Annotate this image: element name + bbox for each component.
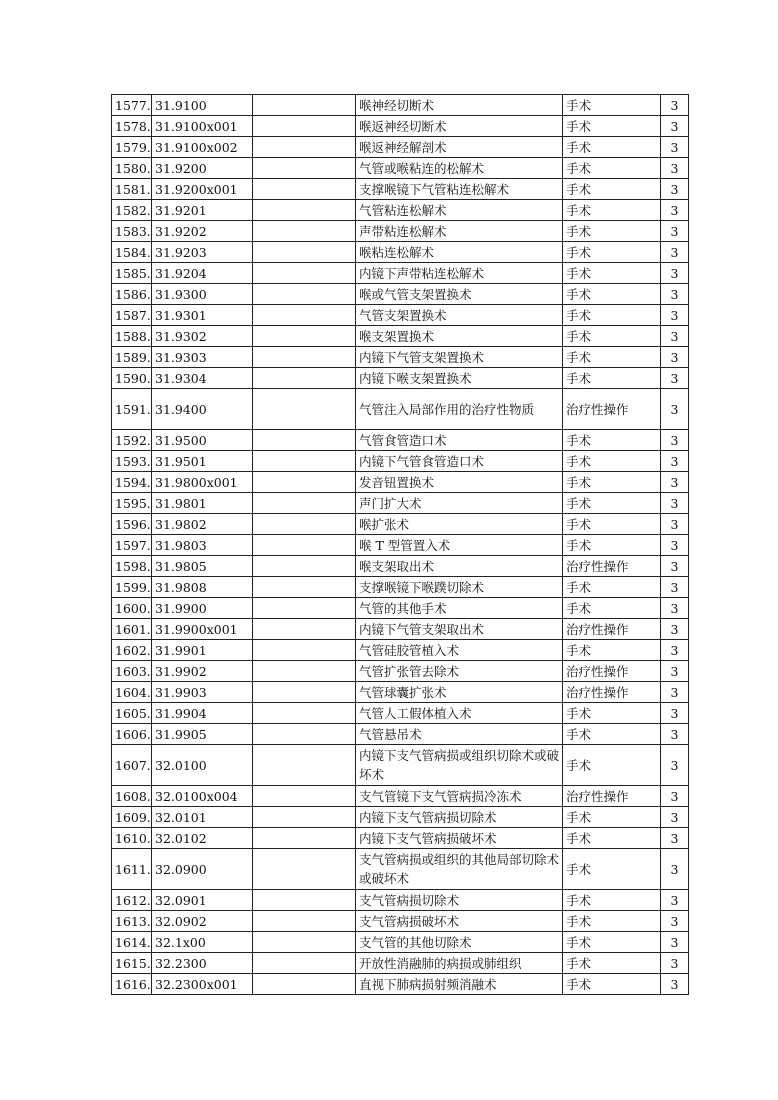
table-row	[112, 807, 689, 828]
table-row	[112, 849, 689, 890]
procedure-level: 3	[661, 849, 689, 890]
procedure-level: 3	[661, 890, 689, 911]
procedure-name: 喉扩张术	[356, 514, 563, 535]
procedure-name: 喉粘连松解术	[356, 242, 563, 263]
procedure-name: 支气管病损切除术	[356, 890, 563, 911]
procedure-code: 31.9201	[152, 200, 253, 221]
row-number: 1601.	[112, 619, 152, 640]
row-number: 1602.	[112, 640, 152, 661]
procedure-code: 32.2300	[152, 953, 253, 974]
procedure-type: 手术	[563, 451, 661, 472]
procedure-name: 内镜下气管食管造口术	[356, 451, 563, 472]
table-row	[112, 577, 689, 598]
procedure-level: 3	[661, 911, 689, 932]
procedure-name: 气管硅胶管植入术	[356, 640, 563, 661]
procedure-type: 手术	[563, 703, 661, 724]
procedure-type: 手术	[563, 724, 661, 745]
procedure-name: 气管球囊扩张术	[356, 682, 563, 703]
procedure-code: 32.0101	[152, 807, 253, 828]
procedure-type: 手术	[563, 514, 661, 535]
blank-cell	[253, 682, 356, 703]
procedure-type: 手术	[563, 200, 661, 221]
procedure-type: 手术	[563, 221, 661, 242]
table-row	[112, 786, 689, 807]
table-row	[112, 263, 689, 284]
table-row	[112, 430, 689, 451]
procedure-type: 治疗性操作	[563, 682, 661, 703]
procedure-name: 喉支架取出术	[356, 556, 563, 577]
blank-cell	[253, 556, 356, 577]
procedure-type: 手术	[563, 347, 661, 368]
row-number: 1589.	[112, 347, 152, 368]
row-number: 1596.	[112, 514, 152, 535]
procedure-code: 31.9805	[152, 556, 253, 577]
row-number: 1583.	[112, 221, 152, 242]
procedure-type: 手术	[563, 974, 661, 995]
procedure-code: 32.0900	[152, 849, 253, 890]
procedure-name: 气管的其他手术	[356, 598, 563, 619]
blank-cell	[253, 263, 356, 284]
procedure-level: 3	[661, 828, 689, 849]
procedure-level: 3	[661, 619, 689, 640]
procedure-name: 声门扩大术	[356, 493, 563, 514]
procedure-code: 32.0100x004	[152, 786, 253, 807]
blank-cell	[253, 661, 356, 682]
procedure-code: 31.9100	[152, 95, 253, 116]
blank-cell	[253, 179, 356, 200]
procedure-code: 31.9304	[152, 368, 253, 389]
procedure-level: 3	[661, 703, 689, 724]
row-number: 1612.	[112, 890, 152, 911]
procedure-code: 31.9903	[152, 682, 253, 703]
blank-cell	[253, 974, 356, 995]
blank-cell	[253, 786, 356, 807]
procedure-type: 手术	[563, 745, 661, 786]
row-number: 1585.	[112, 263, 152, 284]
row-number: 1594.	[112, 472, 152, 493]
blank-cell	[253, 116, 356, 137]
table-row	[112, 200, 689, 221]
procedure-code: 32.0902	[152, 911, 253, 932]
procedure-code: 31.9900	[152, 598, 253, 619]
procedure-code: 31.9902	[152, 661, 253, 682]
row-number: 1613.	[112, 911, 152, 932]
table-row	[112, 598, 689, 619]
procedure-level: 3	[661, 221, 689, 242]
row-number: 1605.	[112, 703, 152, 724]
procedure-level: 3	[661, 932, 689, 953]
procedure-code: 31.9800x001	[152, 472, 253, 493]
procedure-type: 手术	[563, 598, 661, 619]
table-row	[112, 493, 689, 514]
procedure-level: 3	[661, 389, 689, 430]
blank-cell	[253, 200, 356, 221]
blank-cell	[253, 953, 356, 974]
table-row	[112, 703, 689, 724]
procedure-code: 31.9303	[152, 347, 253, 368]
table-row	[112, 682, 689, 703]
table-row	[112, 514, 689, 535]
row-number: 1577.	[112, 95, 152, 116]
row-number: 1600.	[112, 598, 152, 619]
procedure-type: 手术	[563, 493, 661, 514]
procedure-code: 31.9803	[152, 535, 253, 556]
procedure-name: 内镜下气管支架取出术	[356, 619, 563, 640]
blank-cell	[253, 451, 356, 472]
procedure-code: 32.2300x001	[152, 974, 253, 995]
row-number: 1604.	[112, 682, 152, 703]
procedure-level: 3	[661, 305, 689, 326]
blank-cell	[253, 577, 356, 598]
procedure-type: 手术	[563, 137, 661, 158]
blank-cell	[253, 514, 356, 535]
procedure-type: 治疗性操作	[563, 619, 661, 640]
procedure-type: 治疗性操作	[563, 389, 661, 430]
table-row	[112, 828, 689, 849]
procedure-level: 3	[661, 598, 689, 619]
procedure-name: 支气管病损破坏术	[356, 911, 563, 932]
procedure-type: 手术	[563, 911, 661, 932]
blank-cell	[253, 849, 356, 890]
blank-cell	[253, 305, 356, 326]
row-number: 1587.	[112, 305, 152, 326]
procedure-name: 支撑喉镜下喉蹼切除术	[356, 577, 563, 598]
procedure-name: 气管注入局部作用的治疗性物质	[356, 389, 563, 430]
procedure-type: 手术	[563, 953, 661, 974]
procedure-type: 手术	[563, 890, 661, 911]
blank-cell	[253, 472, 356, 493]
procedure-level: 3	[661, 200, 689, 221]
procedure-code: 32.0102	[152, 828, 253, 849]
procedure-name: 气管悬吊术	[356, 724, 563, 745]
procedure-type: 手术	[563, 849, 661, 890]
table-row	[112, 745, 689, 786]
row-number: 1611.	[112, 849, 152, 890]
blank-cell	[253, 284, 356, 305]
row-number: 1608.	[112, 786, 152, 807]
procedure-code: 32.1x00	[152, 932, 253, 953]
procedure-name: 声带粘连松解术	[356, 221, 563, 242]
procedure-level: 3	[661, 974, 689, 995]
table-row	[112, 116, 689, 137]
table-row	[112, 890, 689, 911]
row-number: 1590.	[112, 368, 152, 389]
procedure-code: 31.9400	[152, 389, 253, 430]
row-number: 1580.	[112, 158, 152, 179]
row-number: 1616.	[112, 974, 152, 995]
procedure-code: 32.0901	[152, 890, 253, 911]
blank-cell	[253, 890, 356, 911]
procedure-name: 内镜下支气管病损切除术	[356, 807, 563, 828]
table-row	[112, 305, 689, 326]
procedure-type: 手术	[563, 430, 661, 451]
procedure-name: 内镜下气管支架置换术	[356, 347, 563, 368]
procedure-code: 31.9802	[152, 514, 253, 535]
procedure-type: 手术	[563, 263, 661, 284]
blank-cell	[253, 703, 356, 724]
procedure-name: 喉返神经切断术	[356, 116, 563, 137]
procedure-level: 3	[661, 368, 689, 389]
procedure-name: 气管粘连松解术	[356, 200, 563, 221]
procedure-level: 3	[661, 451, 689, 472]
row-number: 1578.	[112, 116, 152, 137]
procedure-name: 支气管镜下支气管病损冷冻术	[356, 786, 563, 807]
procedure-type: 手术	[563, 577, 661, 598]
procedure-code: 31.9100x001	[152, 116, 253, 137]
procedure-table	[111, 94, 689, 995]
procedure-type: 手术	[563, 179, 661, 200]
table-row	[112, 326, 689, 347]
procedure-table-body	[112, 95, 689, 995]
procedure-level: 3	[661, 430, 689, 451]
procedure-name: 内镜下声带粘连松解术	[356, 263, 563, 284]
table-row	[112, 661, 689, 682]
procedure-type: 手术	[563, 284, 661, 305]
procedure-level: 3	[661, 95, 689, 116]
table-row	[112, 242, 689, 263]
procedure-name: 喉 T 型管置入术	[356, 535, 563, 556]
table-row	[112, 137, 689, 158]
procedure-code: 31.9900x001	[152, 619, 253, 640]
blank-cell	[253, 158, 356, 179]
row-number: 1610.	[112, 828, 152, 849]
procedure-type: 手术	[563, 95, 661, 116]
blank-cell	[253, 493, 356, 514]
procedure-name: 喉或气管支架置换术	[356, 284, 563, 305]
blank-cell	[253, 911, 356, 932]
procedure-level: 3	[661, 953, 689, 974]
procedure-type: 手术	[563, 472, 661, 493]
procedure-level: 3	[661, 493, 689, 514]
procedure-code: 31.9302	[152, 326, 253, 347]
table-row	[112, 389, 689, 430]
row-number: 1606.	[112, 724, 152, 745]
table-row	[112, 347, 689, 368]
procedure-level: 3	[661, 556, 689, 577]
procedure-name: 直视下肺病损射频消融术	[356, 974, 563, 995]
procedure-type: 治疗性操作	[563, 661, 661, 682]
row-number: 1614.	[112, 932, 152, 953]
row-number: 1584.	[112, 242, 152, 263]
procedure-name: 喉神经切断术	[356, 95, 563, 116]
row-number: 1603.	[112, 661, 152, 682]
blank-cell	[253, 430, 356, 451]
procedure-code: 32.0100	[152, 745, 253, 786]
row-number: 1599.	[112, 577, 152, 598]
table-row	[112, 640, 689, 661]
procedure-type: 手术	[563, 305, 661, 326]
procedure-name: 气管或喉粘连的松解术	[356, 158, 563, 179]
procedure-type: 手术	[563, 242, 661, 263]
procedure-level: 3	[661, 682, 689, 703]
procedure-type: 手术	[563, 326, 661, 347]
table-row	[112, 953, 689, 974]
procedure-type: 手术	[563, 116, 661, 137]
procedure-level: 3	[661, 577, 689, 598]
procedure-level: 3	[661, 179, 689, 200]
procedure-code: 31.9901	[152, 640, 253, 661]
row-number: 1579.	[112, 137, 152, 158]
procedure-name: 支撑喉镜下气管粘连松解术	[356, 179, 563, 200]
blank-cell	[253, 221, 356, 242]
procedure-level: 3	[661, 242, 689, 263]
procedure-level: 3	[661, 284, 689, 305]
procedure-name: 内镜下支气管病损或组织切除术或破坏术	[356, 745, 563, 786]
blank-cell	[253, 535, 356, 556]
procedure-code: 31.9203	[152, 242, 253, 263]
blank-cell	[253, 326, 356, 347]
procedure-name: 气管支架置换术	[356, 305, 563, 326]
procedure-level: 3	[661, 807, 689, 828]
procedure-level: 3	[661, 263, 689, 284]
procedure-code: 31.9300	[152, 284, 253, 305]
row-number: 1615.	[112, 953, 152, 974]
row-number: 1609.	[112, 807, 152, 828]
procedure-code: 31.9204	[152, 263, 253, 284]
table-row	[112, 472, 689, 493]
table-row	[112, 974, 689, 995]
row-number: 1597.	[112, 535, 152, 556]
table-row	[112, 179, 689, 200]
table-row	[112, 619, 689, 640]
procedure-type: 手术	[563, 368, 661, 389]
table-row	[112, 556, 689, 577]
procedure-code: 31.9200	[152, 158, 253, 179]
blank-cell	[253, 242, 356, 263]
procedure-name: 支气管病损或组织的其他局部切除术或破坏术	[356, 849, 563, 890]
table-row	[112, 932, 689, 953]
blank-cell	[253, 389, 356, 430]
row-number: 1607.	[112, 745, 152, 786]
procedure-name: 喉支架置换术	[356, 326, 563, 347]
procedure-level: 3	[661, 724, 689, 745]
procedure-level: 3	[661, 158, 689, 179]
table-row	[112, 451, 689, 472]
procedure-code: 31.9808	[152, 577, 253, 598]
procedure-code: 31.9200x001	[152, 179, 253, 200]
table-row	[112, 535, 689, 556]
procedure-code: 31.9801	[152, 493, 253, 514]
row-number: 1595.	[112, 493, 152, 514]
procedure-level: 3	[661, 745, 689, 786]
row-number: 1586.	[112, 284, 152, 305]
row-number: 1598.	[112, 556, 152, 577]
blank-cell	[253, 828, 356, 849]
table-row	[112, 95, 689, 116]
procedure-level: 3	[661, 137, 689, 158]
procedure-level: 3	[661, 326, 689, 347]
row-number: 1591.	[112, 389, 152, 430]
procedure-level: 3	[661, 116, 689, 137]
procedure-code: 31.9202	[152, 221, 253, 242]
procedure-type: 手术	[563, 807, 661, 828]
procedure-level: 3	[661, 514, 689, 535]
blank-cell	[253, 619, 356, 640]
procedure-level: 3	[661, 347, 689, 368]
procedure-name: 支气管的其他切除术	[356, 932, 563, 953]
procedure-level: 3	[661, 535, 689, 556]
procedure-code: 31.9501	[152, 451, 253, 472]
row-number: 1581.	[112, 179, 152, 200]
procedure-level: 3	[661, 661, 689, 682]
procedure-name: 发音钮置换术	[356, 472, 563, 493]
table-row	[112, 158, 689, 179]
procedure-type: 治疗性操作	[563, 556, 661, 577]
procedure-name: 开放性消融肺的病损或肺组织	[356, 953, 563, 974]
blank-cell	[253, 95, 356, 116]
table-row	[112, 911, 689, 932]
table-row	[112, 221, 689, 242]
blank-cell	[253, 347, 356, 368]
blank-cell	[253, 932, 356, 953]
row-number: 1592.	[112, 430, 152, 451]
procedure-level: 3	[661, 640, 689, 661]
table-row	[112, 724, 689, 745]
procedure-code: 31.9301	[152, 305, 253, 326]
blank-cell	[253, 807, 356, 828]
procedure-type: 手术	[563, 828, 661, 849]
row-number: 1593.	[112, 451, 152, 472]
procedure-name: 气管扩张管去除术	[356, 661, 563, 682]
procedure-level: 3	[661, 472, 689, 493]
procedure-level: 3	[661, 786, 689, 807]
table-row	[112, 284, 689, 305]
blank-cell	[253, 745, 356, 786]
blank-cell	[253, 640, 356, 661]
row-number: 1582.	[112, 200, 152, 221]
table-row	[112, 368, 689, 389]
procedure-name: 内镜下喉支架置换术	[356, 368, 563, 389]
procedure-type: 手术	[563, 932, 661, 953]
procedure-type: 手术	[563, 535, 661, 556]
procedure-type: 手术	[563, 640, 661, 661]
procedure-type: 治疗性操作	[563, 786, 661, 807]
procedure-name: 内镜下支气管病损破坏术	[356, 828, 563, 849]
blank-cell	[253, 368, 356, 389]
row-number: 1588.	[112, 326, 152, 347]
procedure-code: 31.9100x002	[152, 137, 253, 158]
procedure-code: 31.9500	[152, 430, 253, 451]
procedure-name: 气管食管造口术	[356, 430, 563, 451]
procedure-type: 手术	[563, 158, 661, 179]
procedure-name: 喉返神经解剖术	[356, 137, 563, 158]
blank-cell	[253, 137, 356, 158]
blank-cell	[253, 724, 356, 745]
procedure-name: 气管人工假体植入术	[356, 703, 563, 724]
procedure-code: 31.9904	[152, 703, 253, 724]
blank-cell	[253, 598, 356, 619]
procedure-code: 31.9905	[152, 724, 253, 745]
